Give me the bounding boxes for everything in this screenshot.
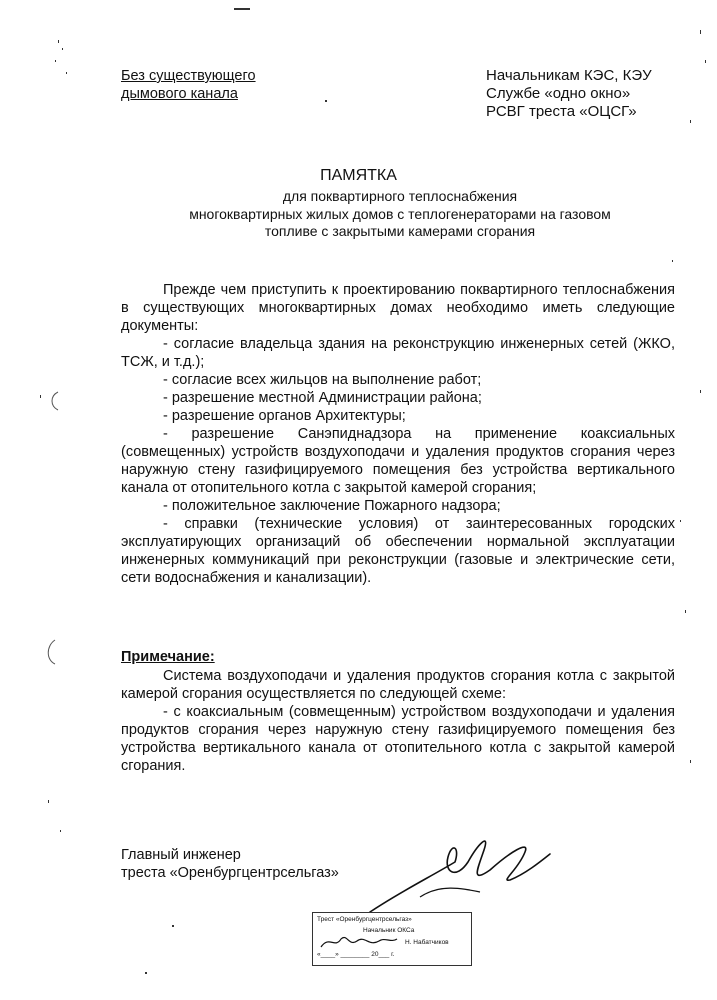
addressee-line3: РСВГ треста «ОЦСГ»: [486, 103, 637, 120]
requirement-item: - разрешение Санэпиднадзора на применение коаксиальных (совмещенных) устройств воздухоподачи и удаления продуктов сгорания через наружную стену газифицируемого помещения без устройства вертикального канала от отопительного котла с закрытой камерой сгорания;: [121, 426, 675, 496]
stamp-line3: Н. Набатчиков: [405, 939, 449, 946]
header-left-line1: Без существующего: [121, 68, 256, 84]
requirement-item: - разрешение местной Администрации района;: [163, 390, 482, 406]
stamp-line2: Начальник ОКСа: [363, 927, 415, 934]
requirement-item: - справки (технические условия) от заинтересованных городских эксплуатирующих организаций об обеспечении нормальной эксплуатации инженерных коммуникаций при реконструкции (газовые и электрические сети, сети водоснабжения и канализации).: [121, 516, 675, 586]
subtitle-line2: многоквартирных жилых домов с теплогенераторами на газовом: [189, 205, 611, 222]
addressee-line2: Службе «одно окно»: [486, 85, 631, 102]
document-title: ПАМЯТКА: [320, 167, 397, 184]
requirement-item: - положительное заключение Пожарного надзора;: [163, 498, 501, 514]
header-left-line2: дымового канала: [121, 86, 238, 102]
intro-paragraph: Прежде чем приступить к проектированию поквартирного теплоснабжения в существующих многоквартирных домах необходимо иметь следующие документы:: [121, 282, 675, 334]
requirement-item: - согласие всех жильцов на выполнение работ;: [163, 372, 482, 388]
note-paragraph: Система воздухоподачи и удаления продуктов сгорания котла с закрытой камерой сгорания осуществляется по следующей схеме:: [121, 668, 675, 702]
subtitle-line1: для поквартирного теплоснабжения: [282, 188, 518, 204]
requirement-item: - разрешение органов Архитектуры;: [163, 408, 406, 424]
stamp-line1: Трест «Оренбургцентрсельгаз»: [317, 916, 412, 923]
note-paragraph: - с коаксиальным (совмещенным) устройством воздухоподачи и удаления продуктов сгорания через наружную стену газифицируемого помещения без устройства вертикального канала от отопительного котла с закрытой камерой сгорания.: [121, 704, 675, 774]
signatory-title: Главный инженер: [121, 847, 241, 863]
addressee-line1: Начальникам КЭС, КЭУ: [486, 67, 652, 84]
note-heading: Примечание:: [121, 649, 215, 665]
stamp-line4: «____» ________ 20___ г.: [317, 951, 395, 958]
subtitle-line3: топливе с закрытыми камерами сгорания: [264, 223, 536, 239]
signatory-organization: треста «Оренбургцентрсельгаз»: [121, 865, 339, 881]
requirement-item: - согласие владельца здания на реконструкцию инженерных сетей (ЖКО, ТСЖ, и т.д.);: [121, 336, 675, 370]
